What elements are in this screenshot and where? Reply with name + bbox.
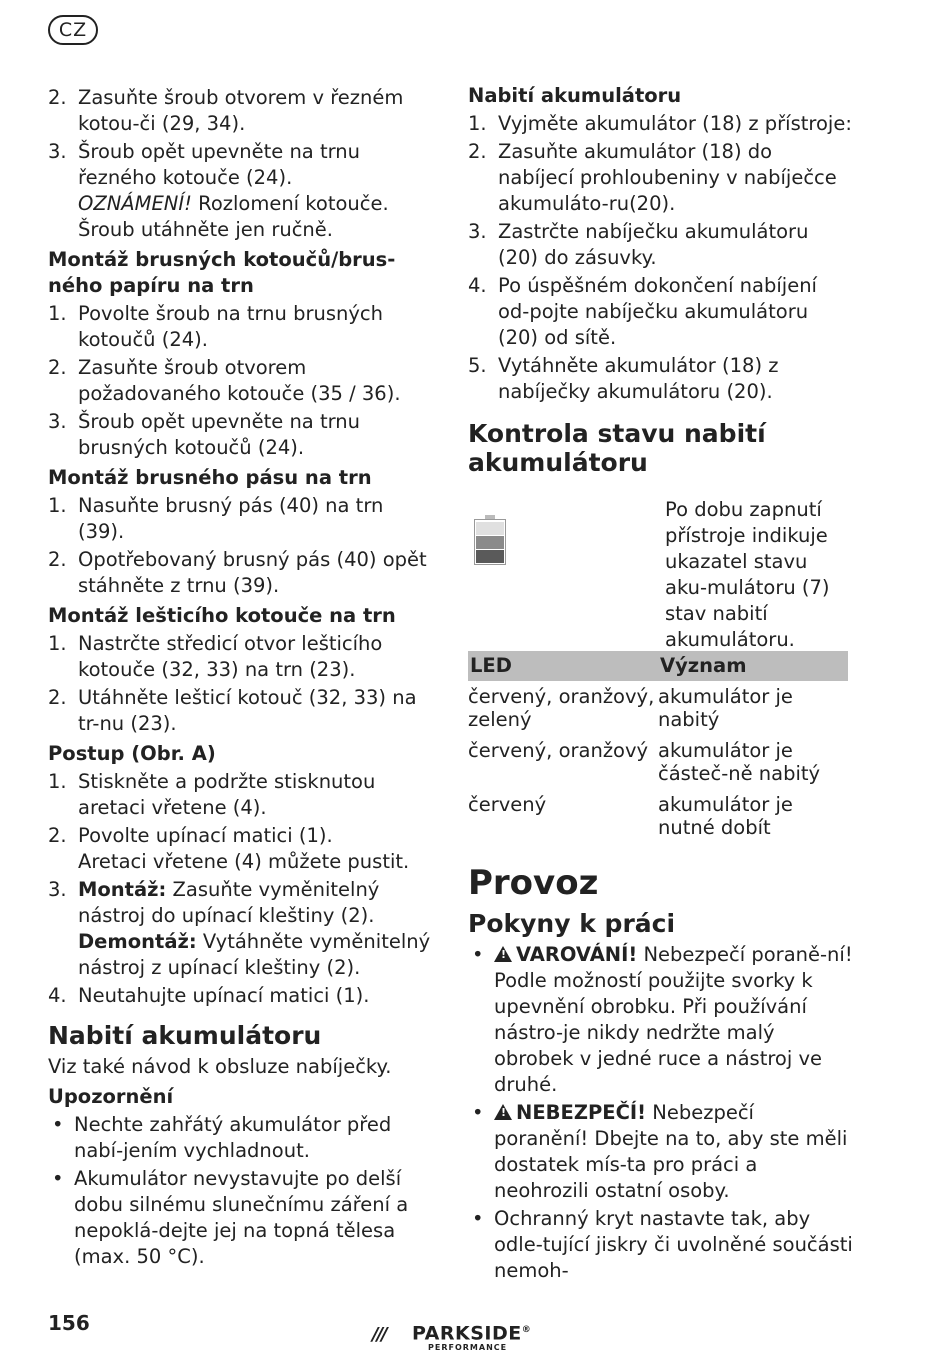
- list-item: [468, 111, 853, 137]
- item-number: 4.: [48, 984, 67, 1007]
- dismount-label: Demontáž:: [78, 930, 197, 953]
- section-heading: Montáž lešticího kotouče na trn: [48, 604, 396, 627]
- item-number: 2.: [48, 356, 67, 379]
- item-text: Zasuňte šroub otvorem v řezném kotou-či (29, 34).: [78, 86, 404, 135]
- led-table: [468, 651, 848, 843]
- section-heading: Montáž brusného pásu na trn: [48, 466, 372, 489]
- item-number: 1.: [48, 770, 67, 793]
- charging-intro: Viz také návod k obsluze nabíječky.: [48, 1055, 392, 1078]
- item-text: Zasuňte šroub otvorem požadovaného kotouče (35 / 36).: [78, 356, 401, 405]
- table-cell: akumulátor je nabitý: [658, 685, 793, 731]
- warning-icon: [494, 946, 512, 962]
- item-number: 3.: [468, 220, 487, 243]
- list-item: [468, 1100, 853, 1204]
- logo-slashes-icon: ///: [372, 1324, 386, 1345]
- danger-label: NEBEZPEČÍ!: [516, 1101, 647, 1124]
- heading-charge-status: Kontrola stavu nabití akumulátoru: [468, 419, 766, 477]
- item-text: Neutahujte upínací matici (1).: [78, 984, 370, 1007]
- table-row: [468, 681, 848, 735]
- list-item: [48, 1112, 433, 1164]
- safety-bullet-list: [468, 942, 853, 1284]
- table-row: [468, 735, 848, 789]
- logo-brand: [412, 1318, 531, 1345]
- language-badge: [48, 15, 98, 45]
- item-text: Vytáhněte vyměnitelný nástroj z upínací kleštiny (2).: [78, 930, 431, 979]
- item-text: Zastrčte nabíječku akumulátoru (20) do zásuvky.: [498, 220, 809, 269]
- item-text: Opotřebovaný brusný pás (40) opět stáhněte z trnu (39).: [78, 548, 427, 597]
- item-number: 1.: [48, 632, 67, 655]
- step-list-procedure: [48, 769, 433, 1009]
- table-row: [468, 789, 848, 843]
- table-cell: červený: [468, 793, 547, 816]
- list-item: [48, 631, 433, 683]
- table-header-row: [468, 651, 848, 681]
- section-heading: Montáž brusných kotoučů/brus-ného papíru na trn: [48, 248, 396, 297]
- item-number: 2.: [48, 824, 67, 847]
- column-header: LED: [468, 651, 658, 681]
- battery-status-block: [468, 497, 853, 651]
- list-item: [468, 219, 853, 271]
- list-item: [48, 85, 433, 137]
- bullet-dot: •: [472, 943, 484, 966]
- item-text: Zasuňte vyměnitelný nástroj do upínací kleštiny (2).: [78, 878, 380, 927]
- list-item: [48, 139, 433, 243]
- list-item: [468, 353, 853, 405]
- item-number: 3.: [48, 410, 67, 433]
- list-item: [48, 983, 433, 1009]
- item-text: Stiskněte a podržte stisknutou aretaci vřetene (4).: [78, 770, 376, 819]
- list-item: [48, 823, 433, 875]
- table-cell: červený, oranžový, zelený: [468, 685, 655, 731]
- item-extra: Aretaci vřetene (4) můžete pustit.: [78, 850, 410, 873]
- step-list-sanding-belt: [48, 493, 433, 599]
- list-item: [468, 942, 853, 1098]
- item-number: 3.: [48, 878, 67, 901]
- item-number: 2.: [48, 686, 67, 709]
- item-text: Nechte zahřátý akumulátor před nabí-jením vychladnout.: [74, 1113, 392, 1162]
- item-text: Utáhněte lešticí kotouč (32, 33) na tr-nu (23).: [78, 686, 417, 735]
- column-header: Význam: [658, 651, 848, 681]
- list-item: [48, 547, 433, 599]
- brand-mark: ®: [521, 1325, 532, 1335]
- list-item: [48, 301, 433, 353]
- item-text: Vyjměte akumulátor (18) z přístroje:: [498, 112, 852, 135]
- note-heading: Upozornění: [48, 1085, 174, 1108]
- right-column: [468, 83, 853, 1286]
- list-item: [468, 139, 853, 217]
- language-code: CZ: [58, 19, 88, 41]
- brand-name: PARKSIDE: [412, 1322, 522, 1345]
- bullet-dot: •: [472, 1101, 484, 1124]
- heading-charging: Nabití akumulátoru: [48, 1021, 322, 1050]
- list-item: [48, 409, 433, 461]
- table-cell: červený, oranžový: [468, 739, 649, 762]
- mount-label: Montáž:: [78, 878, 167, 901]
- list-item: [48, 493, 433, 545]
- item-text: Zasuňte akumulátor (18) do nabíjecí prohloubeniny v nabíječce akumuláto-ru(20).: [498, 140, 837, 215]
- item-text: Nasuňte brusný pás (40) na trn (39).: [78, 494, 384, 543]
- step-list-polishing: [48, 631, 433, 737]
- list-item: [468, 273, 853, 351]
- item-text: Po úspěšném dokončení nabíjení od-pojte nabíječku akumulátoru (20) od sítě.: [498, 274, 817, 349]
- item-text: Šroub opět upevněte na trnu brusných kotoučů (24).: [78, 410, 360, 459]
- item-number: 4.: [468, 274, 487, 297]
- list-item: [468, 1206, 853, 1284]
- item-text: Ochranný kryt nastavte tak, aby odle-tující jiskry či uvolněné součásti nemoh-: [494, 1207, 853, 1282]
- heading-work-instructions: Pokyny k práci: [468, 909, 676, 938]
- item-number: 2.: [48, 86, 67, 109]
- battery-segment-middle: [476, 536, 504, 549]
- item-number: 3.: [48, 140, 67, 163]
- battery-segment-top: [476, 522, 504, 535]
- warning-icon: [494, 1104, 512, 1120]
- item-text: Vytáhněte akumulátor (18) z nabíječky akumulátoru (20).: [498, 354, 779, 403]
- section-heading: Postup (Obr. A): [48, 742, 216, 765]
- notice-label: OZNÁMENÍ!: [78, 192, 192, 215]
- item-text: Nastrčte středicí otvor lešticího kotouče (32, 33) na trn (23).: [78, 632, 383, 681]
- item-number: 1.: [468, 112, 487, 135]
- list-item: [48, 877, 433, 981]
- table-cell: akumulátor je nutné dobít: [658, 793, 793, 839]
- item-text: Šroub opět upevněte na trnu řezného kotouče (24).: [78, 140, 360, 189]
- item-text: Nebezpečí poraně-ní! Podle možností použijte svorky k upevnění obrobku. Při používání nástro-je nikdy nedržte malý obrobek v jedné ruce a nástroj ve druhé.: [494, 943, 853, 1096]
- item-text: Akumulátor nevystavujte po delší dobu silnému slunečnímu záření a nepoklá-dejte jej na topná tělesa (max. 50 °C).: [74, 1167, 409, 1268]
- warning-label: VAROVÁNÍ!: [516, 943, 638, 966]
- list-item: [48, 685, 433, 737]
- heading-operation: Provoz: [468, 863, 599, 903]
- item-number: 5.: [468, 354, 487, 377]
- battery-description: Po dobu zapnutí přístroje indikuje ukazatel stavu aku-mulátoru (7) stav nabití akumulátoru.: [665, 498, 830, 651]
- item-number: 1.: [48, 302, 67, 325]
- parkside-logo: [372, 1318, 532, 1354]
- battery-segment-bottom: [476, 550, 504, 563]
- item-text: Povolte upínací matici (1).: [78, 824, 333, 847]
- item-number: 2.: [48, 548, 67, 571]
- step-list-charging: [468, 111, 853, 405]
- battery-body: [474, 519, 506, 565]
- notice-text: Rozlomení kotouče. Šroub utáhněte jen ručně.: [78, 192, 389, 241]
- item-text: Nebezpečí poranění! Dbejte na to, aby ste měli dostatek mís-ta pro práci a neohrozili ostatní osoby.: [494, 1101, 848, 1202]
- item-text: Povolte šroub na trnu brusných kotoučů (24).: [78, 302, 383, 351]
- step-list-cutting: [48, 85, 433, 243]
- list-item: [48, 355, 433, 407]
- note-bullet-list: [48, 1112, 433, 1270]
- left-column: [48, 83, 433, 1272]
- page-number: 156: [48, 1311, 90, 1335]
- bullet-dot: •: [52, 1113, 64, 1136]
- table-cell: akumulátor je částeč-ně nabitý: [658, 739, 821, 785]
- list-item: [48, 769, 433, 821]
- item-number: 1.: [48, 494, 67, 517]
- battery-level-icon: [474, 515, 506, 565]
- section-heading: Nabití akumulátoru: [468, 84, 682, 107]
- list-item: [48, 1166, 433, 1270]
- logo-subtitle: PERFORMANCE: [428, 1343, 508, 1352]
- bullet-dot: •: [52, 1167, 64, 1190]
- item-number: 2.: [468, 140, 487, 163]
- step-list-grinding-discs: [48, 301, 433, 461]
- bullet-dot: •: [472, 1207, 484, 1230]
